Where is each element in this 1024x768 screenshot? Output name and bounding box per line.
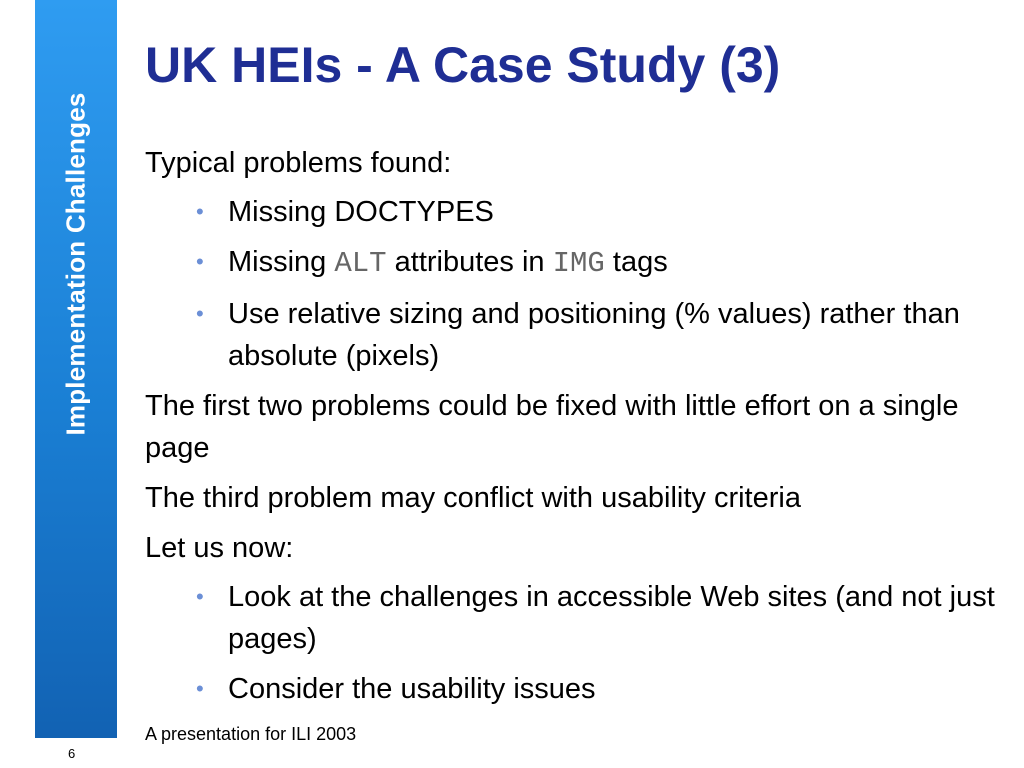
bullet-text-post: tags (604, 246, 668, 278)
bullet-item (145, 241, 995, 285)
bullet-text: Look at the challenges in accessible Web sites (and not just pages) (228, 581, 995, 655)
bullet-item (145, 293, 995, 377)
bullet-item (145, 668, 995, 710)
bullet-text: Consider the usability issues (228, 673, 596, 705)
slide-title: UK HEIs - A Case Study (3) (145, 37, 781, 93)
bullet-icon: • (196, 301, 204, 326)
code-img: IMG (552, 247, 605, 280)
bullet-text-pre: Missing (228, 246, 335, 278)
sidebar-title: Implementation Challenges (60, 92, 91, 436)
paragraph: Let us now: (145, 532, 294, 564)
bullet-item (145, 191, 995, 233)
bullet-text-mid: attributes in (386, 246, 553, 278)
bullet-item (145, 576, 995, 660)
bullet-icon: • (196, 584, 204, 609)
intro-text: Typical problems found: (145, 147, 452, 179)
code-alt: ALT (334, 247, 387, 280)
bullet-icon: • (196, 249, 204, 274)
bullet-text: Missing DOCTYPES (228, 196, 494, 228)
bullet-text: Use relative sizing and positioning (% values) rather than absolute (pixels) (228, 298, 960, 372)
footer-text: A presentation for ILI 2003 (145, 724, 357, 744)
bullet-icon: • (196, 676, 204, 701)
slide-body (145, 142, 995, 718)
page-number: 6 (68, 746, 76, 761)
bullet-icon: • (196, 199, 204, 224)
paragraph: The first two problems could be fixed with little effort on a single page (145, 390, 959, 464)
paragraph: The third problem may conflict with usability criteria (145, 482, 801, 514)
